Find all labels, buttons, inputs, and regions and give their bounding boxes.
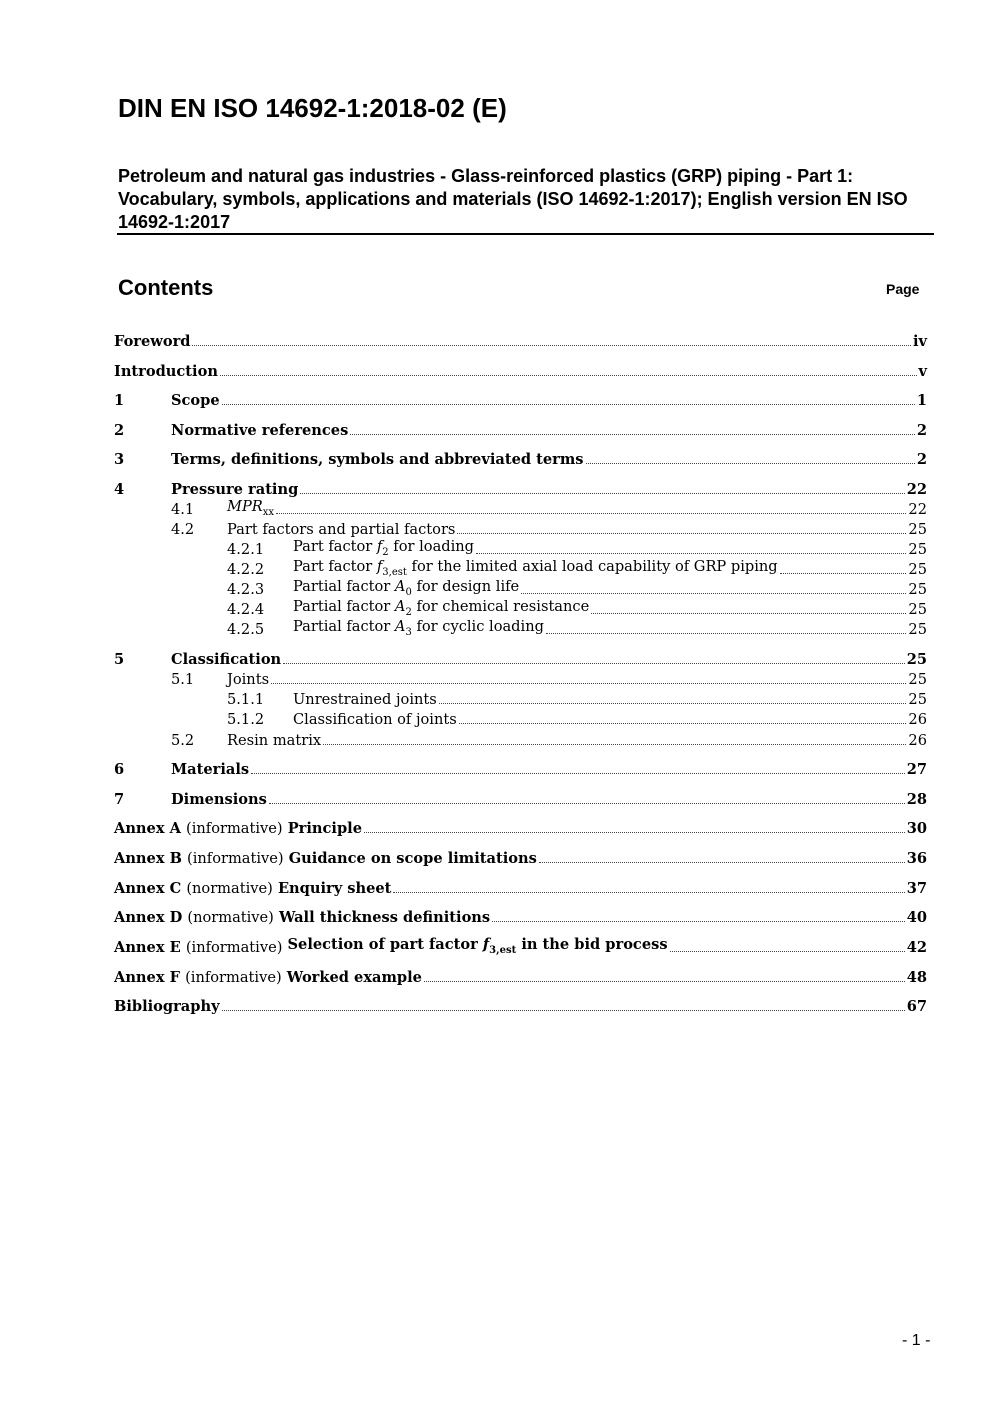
toc-entry-page: 25 xyxy=(908,581,927,598)
toc-entry-title: Unrestrained joints xyxy=(293,691,437,708)
toc-entry-page: 25 xyxy=(908,521,927,538)
dot-leader xyxy=(539,862,905,863)
toc-entry-title: Guidance on scope limitations xyxy=(288,850,537,867)
dot-leader xyxy=(586,463,915,464)
dot-leader xyxy=(393,892,904,893)
dot-leader xyxy=(251,773,905,774)
toc-entry-number: 4.1 xyxy=(171,501,195,518)
toc-entry-title: Partial factor $A_2$ for chemical resistance xyxy=(293,598,590,618)
toc-entry-page: 25 xyxy=(908,621,927,638)
annex-kind: (normative) xyxy=(187,909,274,926)
toc-entry-number: 7 xyxy=(114,791,125,808)
toc-entry-annex-e[interactable] xyxy=(114,936,927,956)
toc-entry-title: Dimensions xyxy=(171,791,267,808)
dot-leader xyxy=(364,832,905,833)
toc-entry-title: Pressure rating xyxy=(171,481,299,498)
toc-entry-title: Part factors and partial factors xyxy=(227,521,456,538)
toc-entry-terms[interactable] xyxy=(114,448,927,468)
dot-leader xyxy=(459,723,907,724)
toc-entry-number: 4.2.5 xyxy=(227,621,265,638)
toc-entry-number: 6 xyxy=(114,761,125,778)
toc-entry-page: 25 xyxy=(908,541,927,558)
toc-entry-annex-b[interactable] xyxy=(114,847,927,867)
annex-label: Annex A xyxy=(114,820,181,837)
annex-label: Annex F xyxy=(114,969,180,986)
toc-entry-number: 4.2 xyxy=(171,521,195,538)
toc-entry-page: 27 xyxy=(906,761,927,778)
toc-entry-title: Part factor $f_{3,est}$ for the limited axial load capability of GRP piping xyxy=(293,558,778,578)
toc-entry-page: 22 xyxy=(908,501,927,518)
toc-entry-annex-f[interactable] xyxy=(114,966,927,986)
toc-entry-page: 42 xyxy=(906,939,927,956)
toc-entry-partial-factor-a3[interactable] xyxy=(114,618,927,638)
toc-entry-page: 40 xyxy=(906,909,927,926)
toc-entry-page: 25 xyxy=(908,671,927,688)
dot-leader xyxy=(276,513,906,514)
toc-entry-page: 26 xyxy=(908,732,927,749)
dot-leader xyxy=(591,613,906,614)
toc-entry-title: Partial factor $A_3$ for cyclic loading xyxy=(293,618,544,638)
toc-entry-foreword[interactable] xyxy=(114,330,927,350)
toc-entry-title: Resin matrix xyxy=(227,732,322,749)
annex-label: Annex B xyxy=(114,850,182,867)
contents-heading: Contents xyxy=(118,275,214,300)
toc-entry-number: 5 xyxy=(114,651,125,668)
dot-leader xyxy=(476,553,906,554)
toc-entry-title: Worked example xyxy=(286,969,422,986)
toc-entry-page: 28 xyxy=(906,791,927,808)
toc-entry-number: 5.2 xyxy=(171,732,195,749)
toc-entry-title: Normative references xyxy=(171,422,349,439)
toc-entry-page: 48 xyxy=(906,969,927,986)
toc-entry-title: Scope xyxy=(171,392,220,409)
toc-entry-title: Terms, definitions, symbols and abbreviated terms xyxy=(171,451,584,468)
annex-kind: (informative) xyxy=(185,939,283,956)
toc-entry-pressure-rating[interactable] xyxy=(114,478,927,498)
toc-entry-number: 5.1 xyxy=(171,671,195,688)
toc-entry-title: Bibliography xyxy=(114,998,220,1015)
toc-entry-number: 5.1.1 xyxy=(227,691,265,708)
document-id: DIN EN ISO 14692-1:2018-02 (E) xyxy=(118,93,507,123)
toc-entry-title xyxy=(227,498,274,518)
dot-leader xyxy=(222,1010,905,1011)
toc-entry-part-factor-f2[interactable] xyxy=(114,538,927,558)
toc-entry-scope[interactable] xyxy=(114,389,927,409)
annex-label: Annex D xyxy=(114,909,183,926)
toc-entry-page: 25 xyxy=(908,561,927,578)
toc-entry-title: Materials xyxy=(171,761,250,778)
dot-leader xyxy=(521,593,906,594)
toc-entry-page: v xyxy=(918,363,927,380)
page-column-label: Page xyxy=(886,281,920,297)
toc-entry-page: 25 xyxy=(908,601,927,618)
toc-entry-title: Foreword xyxy=(114,333,191,350)
dot-leader xyxy=(350,434,915,435)
toc-entry-dimensions[interactable] xyxy=(114,788,927,808)
toc-entry-unrestrained-joints[interactable] xyxy=(114,688,927,708)
dot-leader xyxy=(222,404,915,405)
toc-entry-page: iv xyxy=(912,333,927,350)
toc-entry-introduction[interactable] xyxy=(114,360,927,380)
annex-kind: (informative) xyxy=(185,969,282,986)
dot-leader xyxy=(271,683,906,684)
toc-entry-number: 2 xyxy=(114,422,125,439)
dot-leader xyxy=(220,375,917,376)
toc-entry-normative-references[interactable] xyxy=(114,419,927,439)
toc-entry-title: Enquiry sheet xyxy=(277,880,392,897)
dot-leader xyxy=(439,703,907,704)
toc-entry-title: Wall thickness definitions xyxy=(278,909,491,926)
toc-entry-number: 4 xyxy=(114,481,125,498)
math-symbol: MPR xyxy=(227,498,263,516)
toc-entry-page: 22 xyxy=(906,481,927,498)
toc-entry-page: 1 xyxy=(916,392,927,409)
toc-entry-number: 5.1.2 xyxy=(227,711,265,728)
toc-entry-title: Partial factor $A_0$ for design life xyxy=(293,578,520,598)
toc-entry-annex-d[interactable] xyxy=(114,906,927,926)
dot-leader xyxy=(670,951,905,952)
toc-entry-number: 3 xyxy=(114,451,125,468)
toc-entry-number: 4.2.4 xyxy=(227,601,265,618)
dot-leader xyxy=(300,493,904,494)
annex-kind: (informative) xyxy=(187,850,284,867)
toc-entry-page: 67 xyxy=(906,998,927,1015)
dot-leader xyxy=(424,981,905,982)
page-number: - 1 - xyxy=(902,1332,931,1349)
toc-entry-title: Classification of joints xyxy=(293,711,457,728)
toc-entry-part-factor-f3est[interactable] xyxy=(114,558,927,578)
toc-entry-page: 30 xyxy=(906,820,927,837)
document-title: Petroleum and natural gas industries - Glass-reinforced plastics (GRP) piping - Part 1: Vocabulary, symbols, applications and materials (ISO 14692-1:2017); English version EN ISO 14692-1:2017 xyxy=(118,166,908,232)
toc-entry-annex-c[interactable] xyxy=(114,877,927,897)
dot-leader xyxy=(192,345,911,346)
toc-entry-classification[interactable] xyxy=(114,648,927,668)
toc-entry-page: 2 xyxy=(916,451,927,468)
toc-entry-joints[interactable] xyxy=(114,668,927,688)
dot-leader xyxy=(457,533,906,534)
toc-entry-number: 4.2.3 xyxy=(227,581,265,598)
dot-leader xyxy=(492,921,905,922)
toc-entry-title: Introduction xyxy=(114,363,218,380)
dot-leader xyxy=(269,803,905,804)
toc-entry-annex-a[interactable] xyxy=(114,817,927,837)
toc-entry-bibliography[interactable] xyxy=(114,995,927,1015)
toc-entry-resin-matrix[interactable] xyxy=(114,729,927,749)
toc-entry-page: 26 xyxy=(908,711,927,728)
dot-leader xyxy=(283,663,905,664)
annex-kind: (informative) xyxy=(186,820,283,837)
toc-entry-materials[interactable] xyxy=(114,758,927,778)
toc-entry-number: 1 xyxy=(114,392,125,409)
toc-entry-page: 2 xyxy=(916,422,927,439)
annex-label: Annex C xyxy=(114,880,182,897)
toc-entry-page: 36 xyxy=(906,850,927,867)
toc-entry-partial-factor-a2[interactable] xyxy=(114,598,927,618)
toc-entry-page: 37 xyxy=(906,880,927,897)
math-subscript: xx xyxy=(262,507,275,518)
annex-kind: (normative) xyxy=(186,880,273,897)
toc-entry-title: Principle xyxy=(287,820,362,837)
toc-entry-title: Selection of part factor $f_{3,est}$ in the bid process xyxy=(287,936,668,956)
dot-leader xyxy=(546,633,906,634)
toc-entry-part-factors[interactable] xyxy=(114,518,927,538)
toc-entry-title: Joints xyxy=(227,671,270,688)
toc-entry-page: 25 xyxy=(908,691,927,708)
dot-leader xyxy=(780,573,907,574)
toc-entry-title: Part factor $f_2$ for loading xyxy=(293,538,475,558)
toc-entry-number: 4.2.2 xyxy=(227,561,265,578)
toc-entry-mpr[interactable] xyxy=(114,498,927,518)
annex-label: Annex E xyxy=(114,939,181,956)
title-rule xyxy=(117,233,934,235)
dot-leader xyxy=(323,744,906,745)
toc-entry-partial-factor-a0[interactable] xyxy=(114,578,927,598)
toc-entry-page: 25 xyxy=(906,651,927,668)
toc-entry-title: Classification xyxy=(171,651,282,668)
toc-entry-number: 4.2.1 xyxy=(227,541,265,558)
toc-entry-classification-of-joints[interactable] xyxy=(114,708,927,728)
